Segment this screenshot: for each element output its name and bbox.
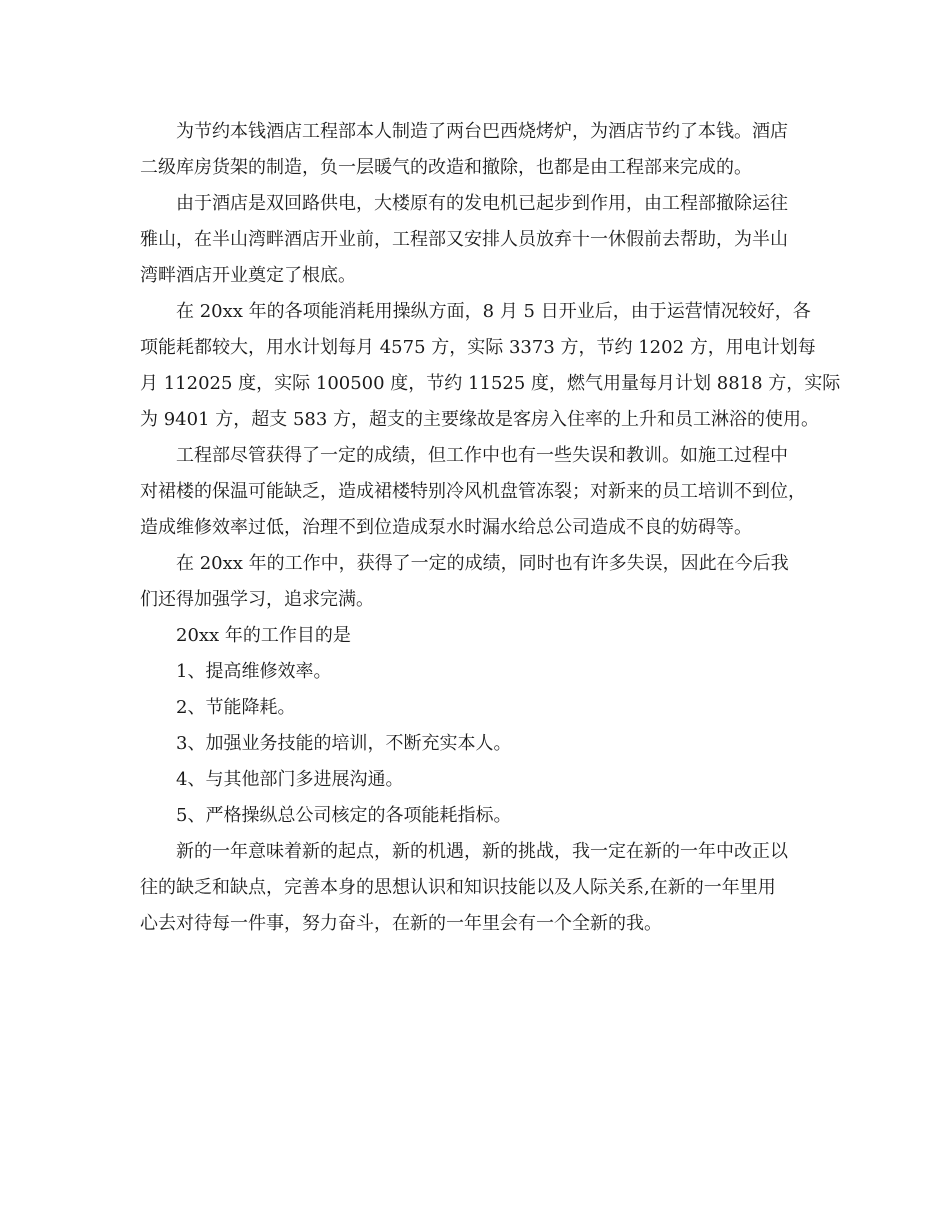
text-line: 为节约本钱酒店工程部本人制造了两台巴西烧烤炉，为酒店节约了本钱。酒店 <box>176 121 788 142</box>
text-line: 雅山，在半山湾畔酒店开业前，工程部又安排人员放弃十一休假前去帮助，为半山 <box>140 229 788 250</box>
paragraph <box>140 762 820 798</box>
text-line: 新的一年意味着新的起点，新的机遇，新的挑战，我一定在新的一年中改正以 <box>176 841 788 862</box>
text-line: 4、与其他部门多进展沟通。 <box>176 769 404 790</box>
text-line: 工程部尽管获得了一定的成绩，但工作中也有一些失误和教训。如施工过程中 <box>176 445 788 466</box>
text-line: 项能耗都较大，用水计划每月 4575 方，实际 3373 方，节约 1202 方，用电计划每 <box>140 337 816 358</box>
paragraph <box>140 186 820 294</box>
text-line: 对裙楼的保温可能缺乏，造成裙楼特别冷风机盘管冻裂；对新来的员工培训不到位， <box>140 481 806 502</box>
paragraph <box>140 690 820 726</box>
text-line: 1、提高维修效率。 <box>176 661 332 682</box>
text-line: 在 20xx 年的各项能消耗用操纵方面，8 月 5 日开业后，由于运营情况较好，各 <box>176 301 811 322</box>
text-line: 二级库房货架的制造，负一层暖气的改造和撤除，也都是由工程部来完成的。 <box>140 157 752 178</box>
paragraph <box>140 654 820 690</box>
text-line: 由于酒店是双回路供电，大楼原有的发电机已起步到作用，由工程部撤除运往 <box>176 193 788 214</box>
paragraph <box>140 618 820 654</box>
text-line: 心去对待每一件事，努力奋斗，在新的一年里会有一个全新的我。 <box>140 913 662 934</box>
text-line: 为 9401 方，超支 583 方，超支的主要缘故是客房入住率的上升和员工淋浴的使用。 <box>140 409 820 430</box>
document-body <box>140 114 841 942</box>
text-line: 3、加强业务技能的培训，不断充实本人。 <box>176 733 512 754</box>
text-line: 2、节能降耗。 <box>176 697 296 718</box>
text-line: 20xx 年的工作目的是 <box>176 625 351 646</box>
text-line: 月 112025 度，实际 100500 度，节约 11525 度，燃气用量每月计划 8818 方，实际 <box>140 373 841 394</box>
text-line: 造成维修效率过低，治理不到位造成泵水时漏水给总公司造成不良的妨碍等。 <box>140 517 752 538</box>
paragraph <box>140 834 820 942</box>
paragraph <box>140 726 820 762</box>
text-line: 们还得加强学习，追求完满。 <box>140 589 374 610</box>
paragraph <box>140 294 841 438</box>
text-line: 湾畔酒店开业奠定了根底。 <box>140 265 356 286</box>
text-line: 在 20xx 年的工作中，获得了一定的成绩，同时也有许多失误，因此在今后我 <box>176 553 789 574</box>
paragraph <box>140 114 820 186</box>
paragraph <box>140 546 820 618</box>
paragraph <box>140 438 820 546</box>
text-line: 往的缺乏和缺点，完善本身的思想认识和知识技能以及人际关系,在新的一年里用 <box>140 877 776 898</box>
paragraph <box>140 798 820 834</box>
text-line: 5、严格操纵总公司核定的各项能耗指标。 <box>176 805 512 826</box>
